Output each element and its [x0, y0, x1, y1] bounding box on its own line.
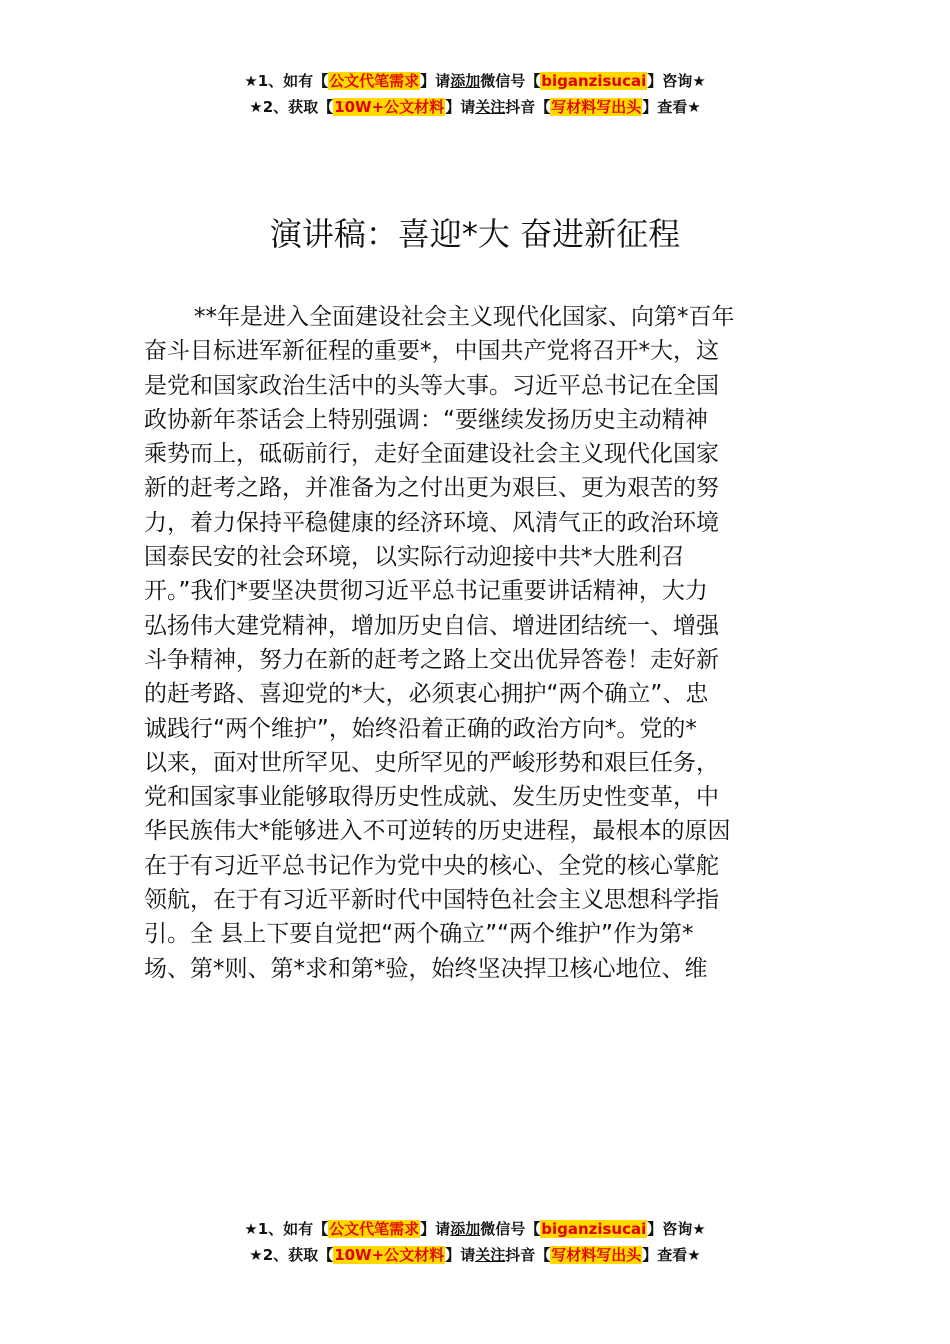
body-line: 弘扬伟大建党精神，增加历史自信、增进团结统一、增强 — [144, 612, 719, 639]
body-line: 斗争精神，努力在新的赶考之路上交出优异答卷！走好新 — [144, 646, 719, 673]
banner-text: 】咨询★ — [647, 1220, 706, 1238]
body-line: 乘势而上，砥砺前行，走好全面建设社会主义现代化国家 — [144, 441, 719, 468]
body-line: 场、第*则、第*求和第*验，始终坚决捍卫核心地位、维 — [144, 955, 708, 982]
document-title: 演讲稿：喜迎*大 奋进新征程 — [269, 215, 681, 253]
banner-text: 】咨询★ — [647, 72, 706, 90]
banner-text: 微信号【 — [480, 72, 541, 90]
body-line: 的赶考路、喜迎党的*大，必须衷心拥护“两个确立”、忠 — [144, 681, 709, 708]
banner-text: ★1、如有【 — [244, 1220, 329, 1238]
body-line: 引。全 县上下要自觉把“两个确立”“两个维护”作为第* — [144, 921, 694, 948]
banner-highlight: 写材料写出头 — [551, 98, 642, 116]
banner-line-1 — [0, 68, 950, 94]
banner-underline: 关注 — [475, 1246, 506, 1264]
body-line: 奋斗目标进军新征程的重要*，中国共产党将召开*大，这 — [144, 338, 719, 365]
banner-text: 】查看★ — [642, 98, 701, 116]
banner-text: 抖音【 — [505, 98, 551, 116]
body-line: 诚践行“两个维护”，始终沿着正确的政治方向*。党的* — [144, 715, 697, 742]
banner-highlight: 10W+公文材料 — [334, 98, 445, 116]
body-line: 开。”我们*要坚决贯彻习近平总书记重要讲话精神，大力 — [144, 578, 708, 605]
banner-text: 抖音【 — [505, 1246, 551, 1264]
body-line: **年是进入全面建设社会主义现代化国家、向第*百年 — [194, 304, 735, 330]
banner-line-2 — [0, 94, 950, 120]
banner-highlight: 写材料写出头 — [551, 1246, 642, 1264]
body-line: 在于有习近平总书记作为党中央的核心、全党的核心掌舵 — [144, 852, 719, 879]
body-line: 领航，在于有习近平新时代中国特色社会主义思想科学指 — [144, 887, 719, 914]
banner-highlight: biganzisucai — [541, 1220, 647, 1238]
banner-text: 微信号【 — [480, 1220, 541, 1238]
banner-underline: 关注 — [475, 98, 506, 116]
body-line: 党和国家事业能够取得历史性成就、发生历史性变革，中 — [144, 784, 719, 811]
banner-line-2 — [0, 1242, 950, 1268]
body-line: 力，着力保持平稳健康的经济环境、风清气正的政治环境 — [144, 509, 719, 536]
body-line: 华民族伟大*能够进入不可逆转的历史进程，最根本的原因 — [144, 818, 731, 845]
body-line: 政协新年茶话会上特别强调：“要继续发扬历史主动精神 — [144, 406, 708, 433]
banner-underline: 添加 — [450, 72, 481, 90]
banner-text: 】请 — [445, 98, 476, 116]
header-banner — [0, 68, 950, 120]
banner-text: ★2、获取【 — [249, 98, 334, 116]
body-line: 是党和国家政治生活中的头等大事。习近平总书记在全国 — [144, 372, 719, 399]
body-line: 新的赶考之路，并准备为之付出更为艰巨、更为艰苦的努 — [144, 475, 719, 502]
banner-highlight: 公文代笔需求 — [329, 72, 420, 90]
banner-text: ★1、如有【 — [244, 72, 329, 90]
body-line: 以来，面对世所罕见、史所罕见的严峻形势和艰巨任务， — [144, 749, 719, 776]
banner-text: 】请 — [445, 1246, 476, 1264]
banner-highlight: 公文代笔需求 — [329, 1220, 420, 1238]
banner-underline: 添加 — [450, 1220, 481, 1238]
banner-text: ★2、获取【 — [249, 1246, 334, 1264]
banner-text: 】请 — [420, 1220, 451, 1238]
banner-text: 】请 — [420, 72, 451, 90]
footer-banner — [0, 1216, 950, 1268]
document-body — [144, 300, 808, 986]
banner-highlight: 10W+公文材料 — [334, 1246, 445, 1264]
banner-text: 】查看★ — [642, 1246, 701, 1264]
banner-line-1 — [0, 1216, 950, 1242]
body-line: 国泰民安的社会环境，以实际行动迎接中共*大胜利召 — [144, 544, 685, 571]
banner-highlight: biganzisucai — [541, 72, 647, 90]
